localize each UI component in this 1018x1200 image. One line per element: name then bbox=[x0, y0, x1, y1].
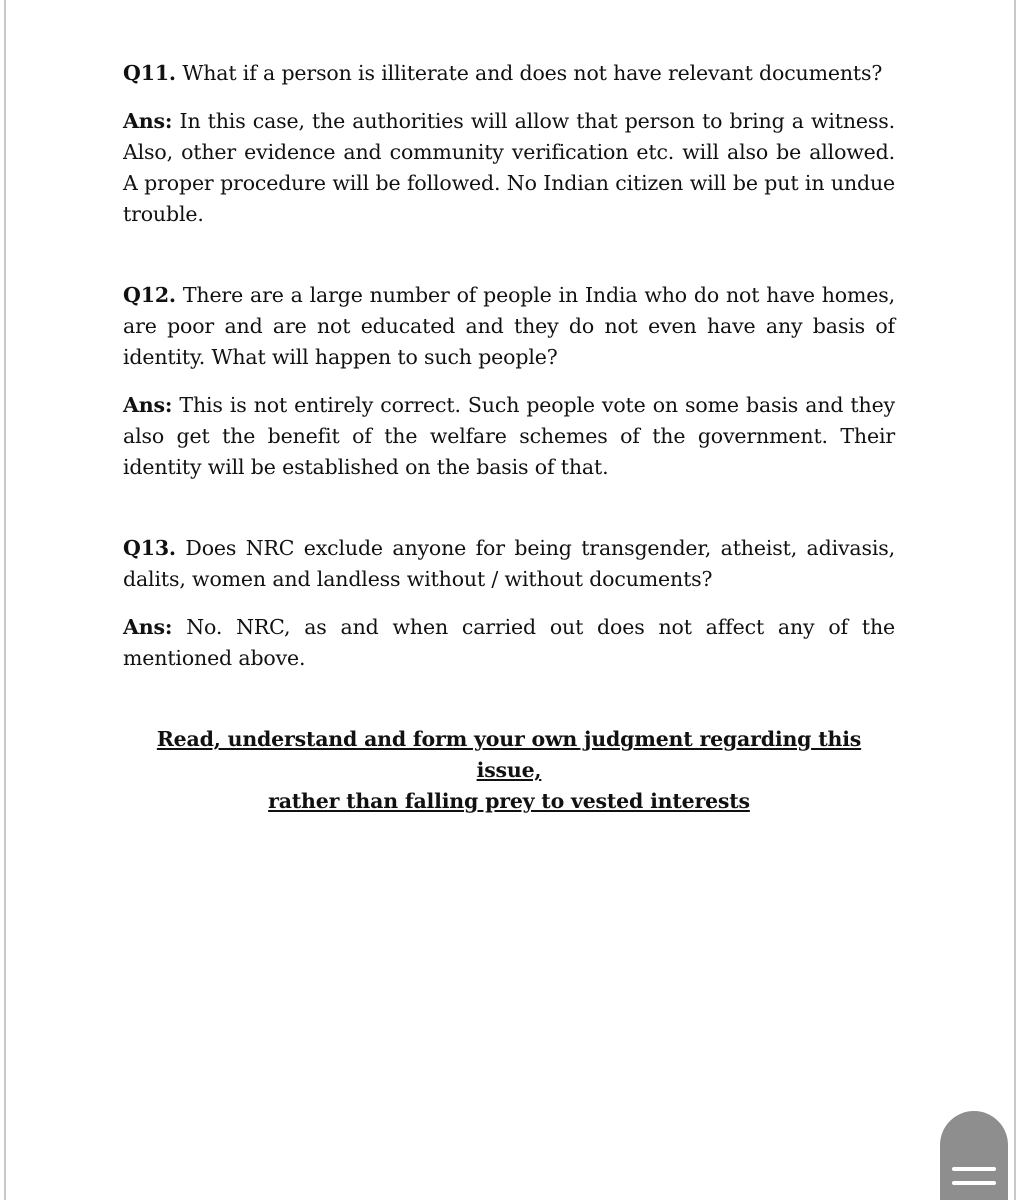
menu-bar-top bbox=[952, 1167, 996, 1171]
qa-block-12 bbox=[123, 280, 895, 483]
menu-bar-bottom bbox=[952, 1181, 996, 1185]
answer-11 bbox=[123, 106, 895, 230]
page-right-edge bbox=[1014, 0, 1016, 1200]
answer-label: Ans: bbox=[123, 109, 173, 133]
qa-block-11 bbox=[123, 58, 895, 230]
answer-text: No. NRC, as and when carried out does not affect any of the mentioned above. bbox=[123, 615, 895, 670]
closing-statement bbox=[123, 724, 895, 817]
question-text: What if a person is illiterate and does not have relevant documents? bbox=[182, 61, 883, 85]
question-label: Q11. bbox=[123, 61, 176, 85]
question-label: Q12. bbox=[123, 283, 176, 307]
question-label: Q13. bbox=[123, 536, 176, 560]
question-text: There are a large number of people in India who do not have homes, are poor and are not educated and they do not even have any basis of identity. What will happen to such people? bbox=[123, 283, 895, 369]
closing-line-1: Read, understand and form your own judgment regarding this issue, bbox=[156, 727, 862, 782]
answer-13 bbox=[123, 612, 895, 674]
document-page bbox=[123, 58, 895, 817]
answer-text: This is not entirely correct. Such people vote on some basis and they also get the benefit of the welfare schemes of the government. Their identity will be established on the basis of that. bbox=[123, 393, 895, 479]
answer-label: Ans: bbox=[123, 393, 173, 417]
question-text: Does NRC exclude anyone for being transgender, atheist, adivasis, dalits, women and landless without / without documents? bbox=[123, 536, 895, 591]
answer-text: In this case, the authorities will allow that person to bring a witness. Also, other evidence and community verification etc. will also be allowed. A proper procedure will be followed. No Indian citizen will be put in undue trouble. bbox=[123, 109, 895, 226]
question-13 bbox=[123, 533, 895, 595]
page-left-edge bbox=[4, 0, 6, 1200]
answer-12 bbox=[123, 390, 895, 483]
closing-line-2: rather than falling prey to vested interests bbox=[268, 789, 750, 813]
hamburger-menu-icon[interactable] bbox=[940, 1111, 1008, 1200]
qa-block-13 bbox=[123, 533, 895, 674]
answer-label: Ans: bbox=[123, 615, 173, 639]
question-11 bbox=[123, 58, 895, 89]
question-12 bbox=[123, 280, 895, 373]
